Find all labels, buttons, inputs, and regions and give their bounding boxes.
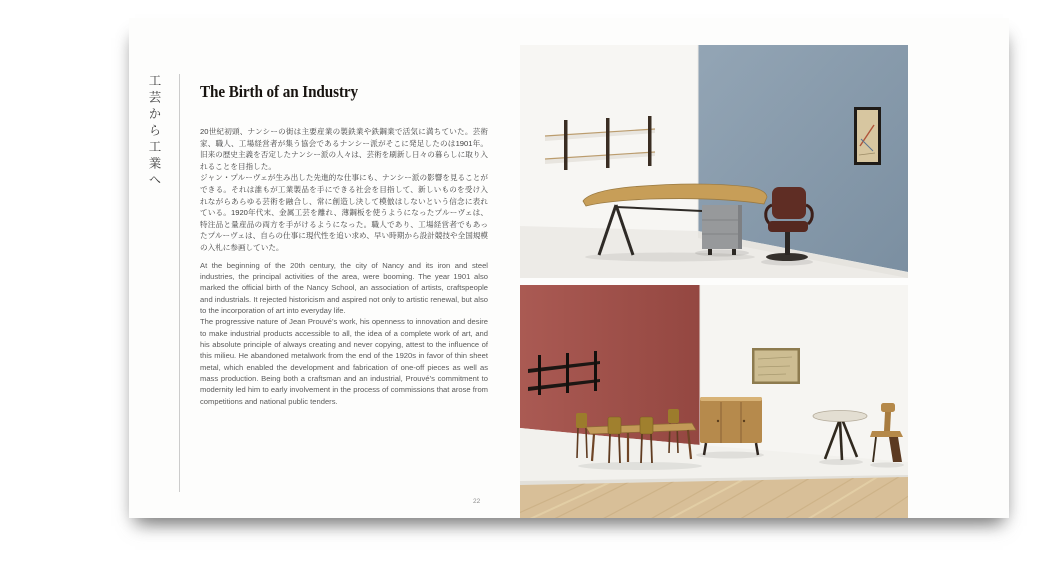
section-vertical-title: 工芸から工業へ bbox=[147, 74, 161, 190]
english-paragraph: The progressive nature of Jean Prouvé’s work, his openness to innovation and desire to make industrial products accessible to all, the idea of a complete work of art, and his absolute principle of always creating and never copying, attest to the influence of this milieu. He abandoned metalwork from the end of the 1920s in favor of thin sheet metal, which enabled the development and fabrication of one-off pieces as well as mass production. Being both a craftsman and an industrial, Prouvé’s commitment to modernity led him to early involvement in the process of commissions that arose from competitions and national public tenders. bbox=[200, 317, 488, 406]
desk-room-scene bbox=[520, 45, 908, 278]
text-column bbox=[200, 84, 488, 407]
desk-drawer-unit bbox=[702, 205, 742, 249]
exhibition-photo-dining-room bbox=[520, 285, 908, 518]
english-paragraph: At the beginning of the 20th century, the city of Nancy and its iron and steel industries, the principal activities of the area, were booming. The year 1901 also marked the official birth of the Nancy School, an association of artists, craftspeople and industrials. It rejected historicism and aspired not only to artistic renewal, but also to the incorporation of art into everyday life. bbox=[200, 260, 488, 315]
english-body bbox=[200, 260, 488, 407]
exhibition-photo-desk-room bbox=[520, 45, 908, 278]
page-number: 22 bbox=[473, 498, 481, 505]
japanese-paragraph: 20世紀初頭、ナンシーの街は主要産業の製鉄業や鉄鋼業で活気に満ちていた。芸術家、職人、工場経営者が集う協会であるナンシー派がそこに発足したのは1901年。旧来の歴史主義を否定したナンシー派の人々は、芸術を刷新し日々の暮らしに取り入れることを目指した。 bbox=[200, 127, 488, 171]
vertical-divider-rule bbox=[179, 74, 180, 492]
framed-drawing bbox=[854, 107, 881, 165]
page-title: The Birth of an Industry bbox=[200, 82, 359, 101]
japanese-body bbox=[200, 126, 488, 254]
dining-room-scene bbox=[520, 285, 908, 518]
book-spread bbox=[129, 18, 1009, 518]
japanese-paragraph: ジャン・プルーヴェが生み出した先進的な仕事にも、ナンシー派の影響を見ることができる。それは誰もが工業製品を手にできる社会を目指して、新しいものを受け入れながらあらゆる芸術を融合し、常に創造し決して模倣はしないという信念に表れている。1920年代末、金属工芸を離れ、薄鋼板を使うようになったプルーヴェは、特注品と量産品の両方を手がけるようになった。職人であり、工場経営者でもあったプルーヴェは、自らの仕事に現代性を追い求め、早い時期から設計競技や全国規模の入札に参画していた。 bbox=[200, 173, 488, 252]
framed-panel bbox=[752, 348, 800, 384]
